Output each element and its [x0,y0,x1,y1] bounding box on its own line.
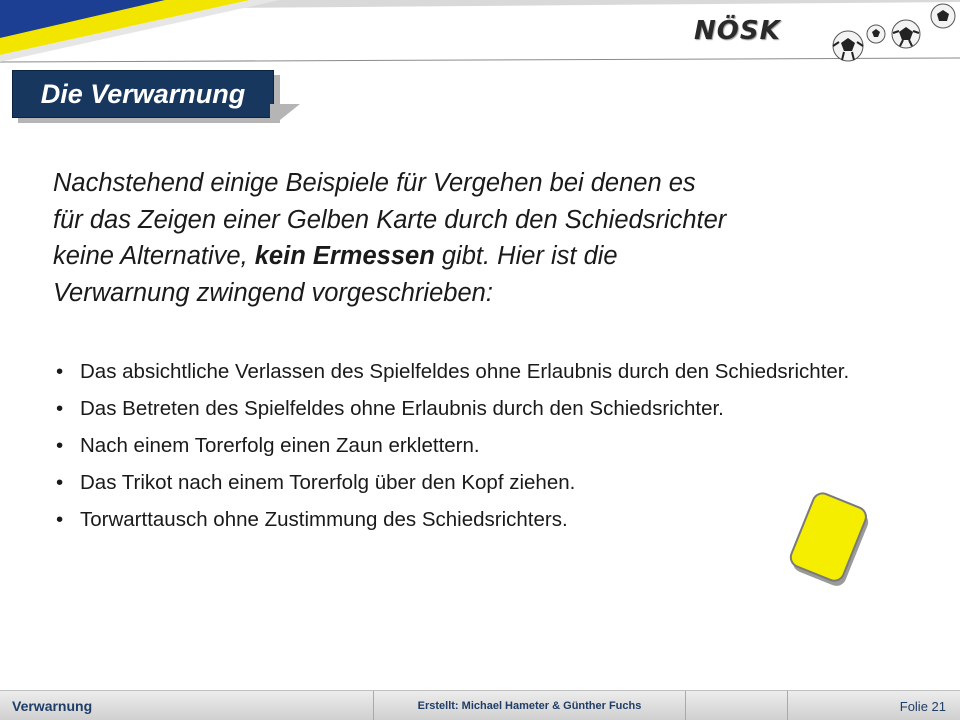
footer-topic-cell [0,691,374,720]
list-item: • Torwarttausch ohne Zustimmung des Schiedsrichters. [56,506,936,533]
page-number: Folie 21 [899,698,946,714]
intro-line-3-post: gibt. Hier ist die [434,242,618,270]
header-banner [0,0,960,70]
slide-title: Die Verwarnung [40,78,246,109]
intro-line-3-pre: keine Alternative, [53,242,255,270]
intro-line-2: für das Zeigen einer Gelben Karte durch den Schiedsrichter [53,205,727,234]
list-item: • Nach einem Torerfolg einen Zaun erklettern. [56,432,936,459]
yellow-card-icon [780,490,870,586]
soccer-ball-icon [833,31,863,61]
footer-page-cell [788,691,960,720]
list-item: • Das Trikot nach einem Torerfolg über den Kopf ziehen. [56,469,936,496]
footer-author-cell [374,691,686,720]
soccer-ball-icon [892,20,920,48]
nosk-logo: NÖSK [694,16,781,46]
intro-emphasis: kein Ermessen [254,242,435,270]
list-item: • Das absichtliche Verlassen des Spielfeldes ohne Erlaubnis durch den Schiedsrichter. [56,358,936,385]
intro-paragraph [53,165,923,311]
intro-line-3 [53,238,923,275]
footer-topic: Verwarnung [12,698,93,714]
title-shadow-tail [270,104,300,120]
footer-author: Erstellt: Michael Hameter & Günther Fuchs [417,700,642,712]
slide-title-box [12,70,274,118]
footer-empty-cell [686,691,788,720]
intro-line-4: Verwarnung zwingend vorgeschrieben: [53,278,493,307]
list-item: • Das Betreten des Spielfeldes ohne Erlaubnis durch den Schiedsrichter. [56,395,936,422]
soccer-ball-icon [867,25,885,43]
soccer-ball-icon [931,4,955,28]
slide-footer [0,690,960,720]
intro-line-1: Nachstehend einige Beispiele für Vergehen bei denen es [53,169,696,197]
